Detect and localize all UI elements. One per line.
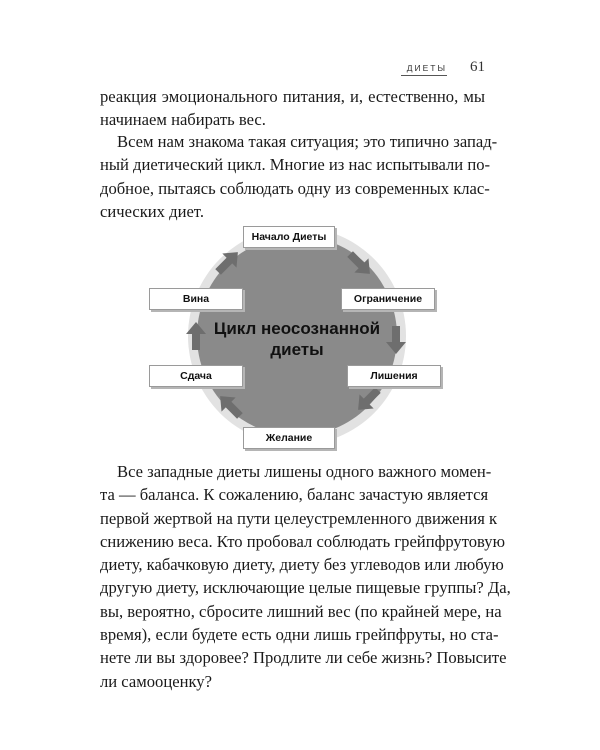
paragraph-3 bbox=[100, 460, 511, 693]
text-line: реакция эмоционального питания, и, естественно, мы bbox=[100, 87, 485, 106]
text-line: первой жертвой на пути целеустремленного движения к bbox=[100, 508, 498, 528]
diet-cycle-diagram bbox=[146, 222, 446, 450]
arrow-restriction-to-deprivation bbox=[386, 326, 406, 354]
page-number: 61 bbox=[470, 59, 485, 75]
cycle-arrows bbox=[146, 222, 446, 450]
arrow-deprivation-to-desire bbox=[351, 383, 385, 417]
text-line: другую диету, исключающие целые пищевые группы? Да, bbox=[100, 578, 511, 598]
text-line: Всем нам знакома такая ситуация; это типично запад- bbox=[117, 132, 498, 151]
text-line: ный диетический цикл. Многие из нас испытывали по- bbox=[100, 155, 491, 175]
arrow-start-to-restriction bbox=[343, 247, 377, 281]
paragraph-2 bbox=[100, 130, 498, 223]
text-line: нете ли вы здоровее? Продлите ли себе жизнь? Повысите bbox=[100, 648, 507, 668]
stage-deprivation-label: Лишения bbox=[347, 365, 441, 387]
arrow-guilt-to-start bbox=[211, 245, 245, 279]
text-line: сических диет. bbox=[100, 201, 204, 221]
text-line: Все западные диеты лишены одного важного момен- bbox=[117, 462, 492, 481]
stage-start-label: Начало Диеты bbox=[243, 226, 335, 248]
stage-giving-up-label: Сдача bbox=[149, 365, 243, 387]
text-line: начинаем набирать вес. bbox=[100, 110, 266, 130]
paragraph-1 bbox=[100, 85, 485, 132]
text-line: та — баланса. К сожалению, баланс зачастую является bbox=[100, 485, 489, 505]
stage-restriction-label: Ограничение bbox=[341, 288, 435, 310]
text-line: добное, пытаясь соблюдать одну из современных клас- bbox=[100, 178, 490, 198]
text-line: диету, кабачковую диету, диету без углеводов или любую bbox=[100, 555, 504, 575]
arrow-giving-up-to-guilt bbox=[186, 322, 206, 350]
running-header bbox=[100, 60, 485, 82]
section-title: ДИЕТЫ bbox=[406, 63, 447, 73]
text-line: снижению веса. Кто пробовал соблюдать грейпфрутовую bbox=[100, 531, 505, 551]
arrow-desire-to-giving-up bbox=[213, 389, 247, 423]
text-line: ли самооценку? bbox=[100, 671, 212, 691]
text-line: вы, вероятно, сбросите лишний вес (по крайней мере, на bbox=[100, 601, 502, 621]
header-rule bbox=[401, 75, 447, 76]
cycle-title-line-1: Цикл неосознанной bbox=[213, 319, 381, 338]
stage-guilt-label: Вина bbox=[149, 288, 243, 310]
text-line: время), если будете есть одни лишь грейпфруты, но ста- bbox=[100, 625, 499, 645]
stage-desire-label: Желание bbox=[243, 427, 335, 449]
cycle-title-line-2: диеты bbox=[270, 340, 324, 359]
